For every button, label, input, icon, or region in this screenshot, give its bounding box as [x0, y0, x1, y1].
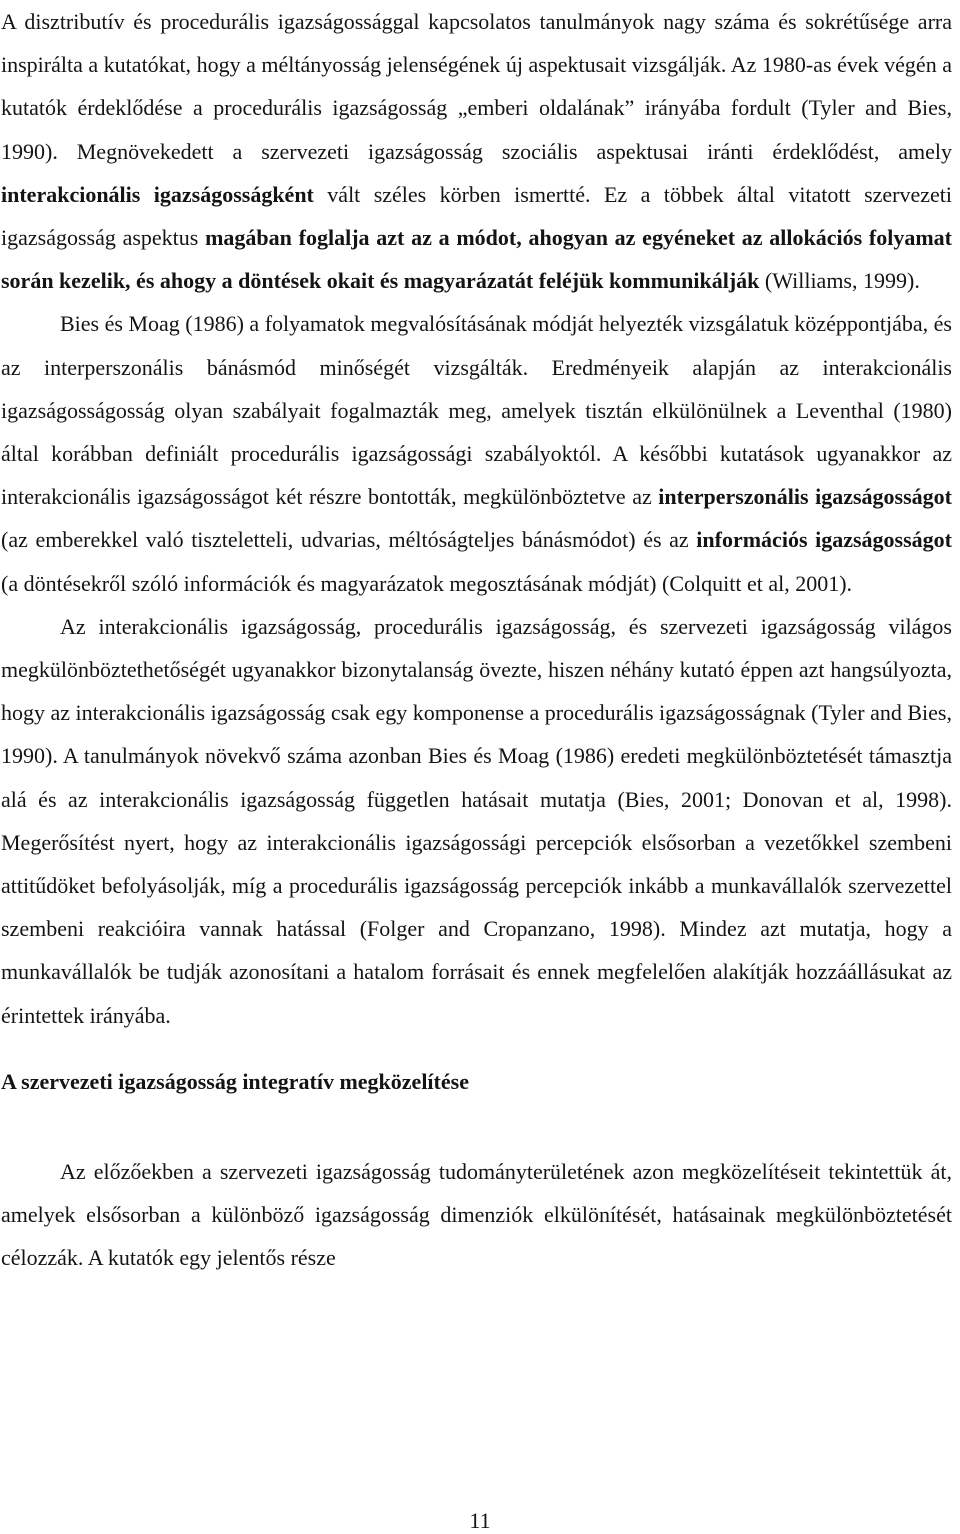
- text-run: Bies és Moag (1986) a folyamatok megvalósításának módját helyezték vizsgálatuk középpontjába, és az interperszonális bánásmód minőségét vizsgálták. Eredményeik alapján az interakcionális igazságosságosság olyan szabályait fogalmazták meg, amelyek tisztán elkülönülnek a Leventhal (1980) által korábban definiált procedurális igazságossági szabályoktól. A későbbi kutatások ugyanakkor az interakcionális igazságosságot két részre bontották, megkülönböztetve az: [1, 311, 952, 510]
- page-number: 11: [469, 1508, 491, 1533]
- section-heading: A szervezeti igazságosság integratív megközelítése: [1, 1068, 469, 1094]
- bold-text-run: interperszonális igazságosságot: [658, 484, 953, 510]
- text-run: Az előzőekben a szervezeti igazságosság tudományterületének azon megközelítéseit tekintettük át, amelyek elsősorban a különböző igazságosság dimenziók elkülönítését, hatásainak megkülönböztetését célozzák. A kutatók egy jelentős része: [1, 1159, 952, 1271]
- paragraphs-after-heading: [1, 1150, 952, 1280]
- paragraphs-before-heading: [1, 0, 952, 1037]
- text-run: (Williams, 1999).: [759, 268, 920, 294]
- paragraph: [1, 302, 952, 604]
- text-run: A disztributív és procedurális igazságossággal kapcsolatos tanulmányok nagy száma és sokrétűsége arra inspirálta a kutatókat, hogy a méltányosság jelenségének új aspektusait vizsgálják. Az 1980-as évek végén a kutatók érdeklődése a procedurális igazságosság „emberi oldalának” irányába fordult (Tyler and Bies, 1990). Megnövekedett a szervezeti igazságosság szociális aspektusai iránti érdeklődést, amely: [1, 9, 952, 164]
- bold-text-run: magában foglalja azt az a módot, ahogyan az egyéneket az allokációs folyamat során kezelik, és ahogy a döntések okait és magyarázatát feléjük kommunikálják: [1, 225, 953, 294]
- bold-text-run: információs igazságosságot: [696, 527, 953, 553]
- text-run: (a döntésekről szóló információk és magyarázatok megosztásának módját) (Colquitt et al, 2001).: [1, 570, 853, 596]
- paragraph: [1, 605, 952, 1037]
- text-run: (az emberekkel való tiszteletteli, udvarias, méltóságteljes bánásmódot) és az: [1, 527, 697, 553]
- text-run: vált széles körben ismertté. Ez a többek által vitatott szervezeti igazságosság aspektus: [1, 181, 953, 251]
- paragraph: [1, 0, 952, 302]
- text-run: Az interakcionális igazságosság, procedurális igazságosság, és szervezeti igazságosság világos megkülönböztethetőségét ugyanakkor bizonytalanság övezte, hiszen néhány kutató éppen azt hangsúlyozta, hogy az interakcionális igazságosság csak egy komponense a procedurális igazságosságnak (Tyler and Bies, 1990). A tanulmányok növekvő száma azonban Bies és Moag (1986) eredeti megkülönböztetését támasztja alá és az interakcionális igazságosság független hatásait mutatja (Bies, 2001; Donovan et al, 1998). Megerősítést nyert, hogy az interakcionális igazságossági percepciók elsősorban a vezetőkkel szembeni attitűdöket befolyásolják, míg a procedurális igazságosság percepciók inkább a munkavállalók szervezettel szembeni reakcióira vannak hatással (Folger and Cropanzano, 1998). Mindez azt mutatja, hogy a munkavállalók be tudják azonosítani a hatalom forrásait és ennek megfelelően alakítják hozzáállásukat az érintettek irányába.: [1, 613, 952, 1028]
- bold-text-run: interakcionális igazságosságként: [1, 181, 314, 207]
- paragraph: [1, 1150, 952, 1280]
- body-text: [1, 0, 952, 1280]
